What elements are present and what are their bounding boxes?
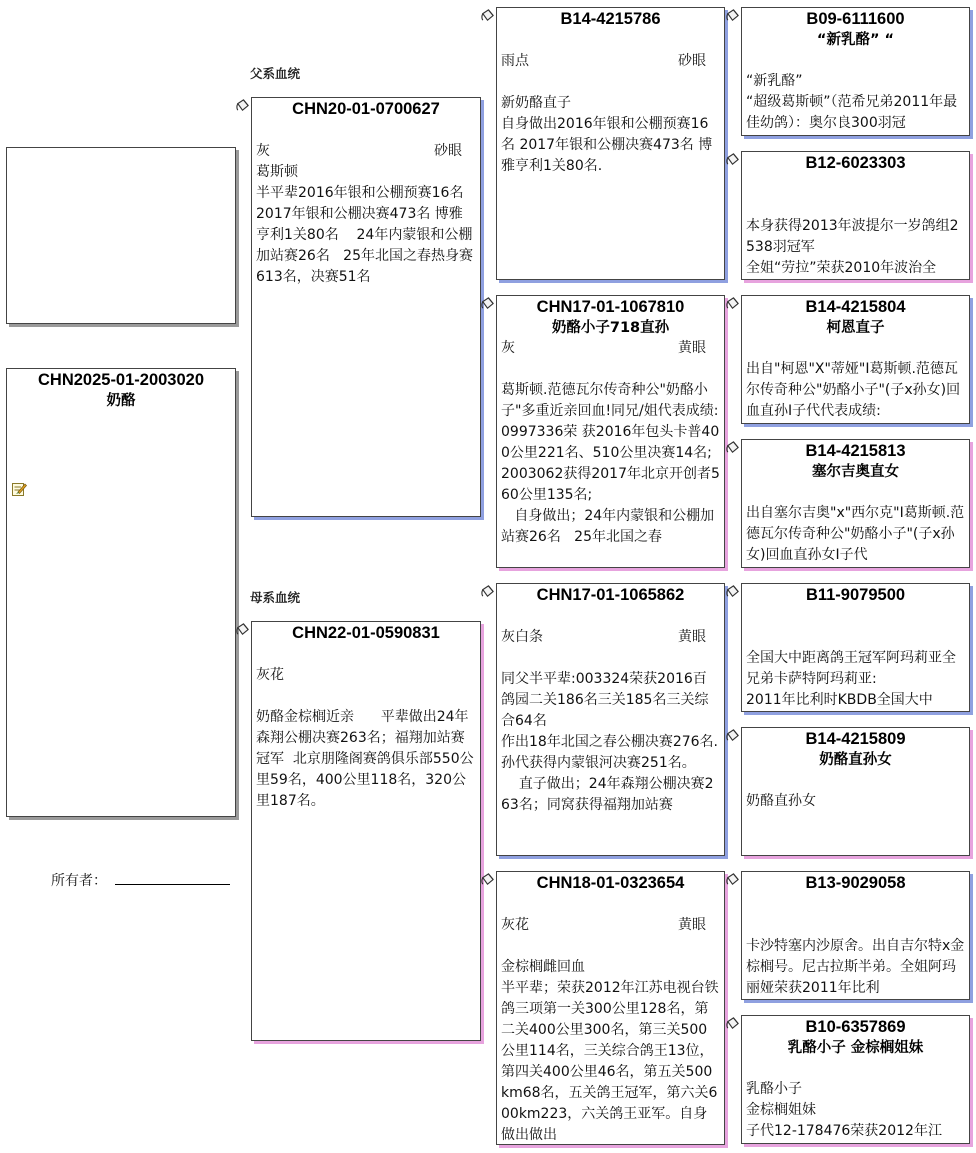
dam-color: 灰花 (256, 667, 284, 683)
dds-ring-number: B13-9029058 (805, 874, 906, 892)
sds-name: 柯恩直子 (826, 320, 885, 336)
dam-line-caption: 母系血统 (250, 590, 301, 605)
dam-dam-sire-card[interactable] (741, 871, 970, 1000)
dam-sire-ring-number: CHN17-01-1065862 (536, 586, 685, 604)
dam-sire-color: 灰白条 (501, 629, 543, 645)
dam-sire-eye: 黄眼 (678, 629, 706, 645)
dam-dam-dam-card[interactable] (741, 1015, 970, 1144)
sire-dam-ring-number: CHN17-01-1067810 (536, 298, 685, 316)
dam-dam-card[interactable] (496, 871, 725, 1145)
dsd-name: 奶酪直孙女 (819, 752, 892, 768)
sire-color: 灰 (256, 143, 270, 159)
paint-bucket-icon[interactable] (725, 872, 740, 887)
edit-note-icon[interactable] (11, 481, 27, 497)
dam-sire-card[interactable] (496, 583, 725, 856)
paint-bucket-icon[interactable] (235, 622, 250, 637)
sdd-notes: 出自塞尔吉奥"x"西尔克"I葛斯顿.范德瓦尔传奇种公"奶酪小子"(子x孙女)回血直孙女I子代 (746, 505, 965, 563)
dam-ring-number: CHN22-01-0590831 (292, 624, 440, 642)
paint-bucket-icon[interactable] (725, 1016, 740, 1031)
subject-ring-number: CHN2025-01-2003020 (37, 371, 205, 389)
dam-dam-color: 灰花 (501, 917, 529, 933)
sire-sire-notes: 新奶酪直子 自身做出2016年银和公棚预赛16名 2017年银和公棚决赛473名 博雅亨利1关80名. (501, 95, 713, 174)
dss-ring-number: B11-9079500 (805, 586, 906, 604)
dam-dam-notes: 金棕榈雌回血 半平辈；荣获2012年江苏电视台铁鸽三项第一关300公里128名，第二关400公里300名，第三关500公里114名，三关综合鸽王13位，第四关400公里46名，第五关500km68名，五关鸽王冠军，第六关600km223，六关鸽王亚军。自身做出做出 (501, 959, 719, 1143)
paint-bucket-icon[interactable] (725, 8, 740, 23)
sire-dam-dam-card[interactable] (741, 439, 970, 568)
sdd-ring-number: B14-4215813 (805, 442, 906, 460)
dam-sire-dam-card[interactable] (741, 727, 970, 856)
dam-sire-sire-card[interactable] (741, 583, 970, 712)
sss-notes: “新乳酪” “超级葛斯顿”（范希兄弟2011年最佳幼鸽）：奥尔良300羽冠 (746, 73, 958, 131)
paint-bucket-icon[interactable] (480, 584, 495, 599)
paint-bucket-icon[interactable] (725, 440, 740, 455)
dam-card[interactable] (251, 621, 481, 1041)
sds-notes: 出自"柯恩"X"蒂娅"I葛斯顿.范德瓦尔传奇种公"奶酪小子"(子x孙女)回血直孙I子代代表成绩: (746, 361, 961, 419)
sire-dam-card[interactable] (496, 295, 725, 568)
ddd-ring-number: B10-6357869 (805, 1018, 906, 1036)
ddd-name: 乳酪小子 金棕榈姐妹 (787, 1040, 924, 1056)
sire-sire-ring-number: B14-4215786 (560, 10, 661, 28)
paint-bucket-icon[interactable] (725, 584, 740, 599)
sire-dam-notes: 葛斯顿.范德瓦尔传奇种公"奶酪小子"多重近亲回血!同兄/姐代表成绩: 0997336荣 获2016年包头卡普400公里221名、510公里决赛14名; 2003062获得2017年北京开创者560公里135名; 自身做出；24年内蒙银和公棚加站赛26名 25年北国之春 (501, 382, 720, 545)
paint-bucket-icon[interactable] (725, 728, 740, 743)
sire-eye: 砂眼 (434, 143, 462, 159)
dsd-notes: 奶酪直孙女 (746, 793, 816, 809)
sdd-name: 塞尔吉奥直女 (812, 464, 899, 480)
paint-bucket-icon[interactable] (480, 8, 495, 23)
dam-notes: 奶酪金棕榈近亲 平辈做出24年森翔公棚决赛263名；福翔加站赛冠军 北京朋隆阁赛鸽俱乐部550公里59名，400公里118名，320公里187名。 (256, 709, 474, 809)
paint-bucket-icon[interactable] (480, 872, 495, 887)
sire-line-caption: 父系血统 (250, 66, 301, 81)
paint-bucket-icon[interactable] (235, 98, 250, 113)
sire-dam-eye: 黄眼 (678, 340, 706, 356)
sire-notes: 葛斯顿 半平辈2016年银和公棚预赛16名 2017年银和公棚决赛473名 博雅亨利1关80名 24年内蒙银和公棚加站赛26名 25年北国之春热身赛613名，决赛51名 (256, 164, 473, 285)
dam-dam-eye: 黄眼 (678, 917, 706, 933)
sire-sire-eye: 砂眼 (678, 53, 706, 69)
sire-sire-card[interactable] (496, 7, 725, 280)
sss-name: “新乳酪” “ (816, 32, 895, 48)
sire-dam-color: 灰 (501, 340, 515, 356)
dds-notes: 卡沙特塞内沙原舍。出自吉尔特x金棕榈号。尼古拉斯半弟。全姐阿玛丽娅荣获2011年比利 (746, 938, 965, 996)
sire-ring-number: CHN20-01-0700627 (292, 100, 440, 118)
sire-card[interactable] (251, 97, 481, 517)
ddd-notes: 乳酪小子 金棕榈姐妹 子代12-178476荣获2012年江 (746, 1081, 942, 1139)
dam-sire-notes: 同父半平辈:003324荣获2016百鸽园二关186名三关185名三关综合64名 作出18年北国之春公棚决赛276名. 孙代获得内蒙银河决赛251名。 直子做出；24年森翔公棚决赛263名；同窝获得福翔加站赛 (501, 671, 718, 813)
owner-field[interactable] (115, 884, 230, 885)
owner-label: 所有者： (51, 873, 107, 889)
dsd-ring-number: B14-4215809 (805, 730, 906, 748)
paint-bucket-icon[interactable] (725, 152, 740, 167)
dam-dam-ring-number: CHN18-01-0323654 (536, 874, 685, 892)
sire-dam-sire-card[interactable] (741, 295, 970, 424)
paint-bucket-icon[interactable] (480, 296, 495, 311)
sire-dam-name: 奶酪小子718直孙 (551, 320, 670, 336)
sire-sire-color: 雨点 (501, 53, 529, 69)
sire-sire-dam-card[interactable] (741, 151, 970, 280)
sire-sire-sire-card[interactable] (741, 7, 970, 136)
sss-ring-number: B09-6111600 (806, 10, 905, 28)
sds-ring-number: B14-4215804 (805, 298, 906, 316)
subject-card[interactable] (6, 368, 236, 817)
ssd-notes: 本身获得2013年波提尔一岁鸽组2538羽冠军 全姐“劳拉”荣获2010年波治全 (746, 218, 959, 276)
photo-box[interactable] (6, 147, 236, 324)
subject-name: 奶酪 (106, 393, 136, 409)
dss-notes: 全国大中距离鸽王冠军阿玛莉亚全兄弟卡萨特阿玛莉亚: 2011年比利时KBDB全国大中 (746, 650, 956, 708)
paint-bucket-icon[interactable] (725, 296, 740, 311)
ssd-ring-number: B12-6023303 (805, 154, 906, 172)
